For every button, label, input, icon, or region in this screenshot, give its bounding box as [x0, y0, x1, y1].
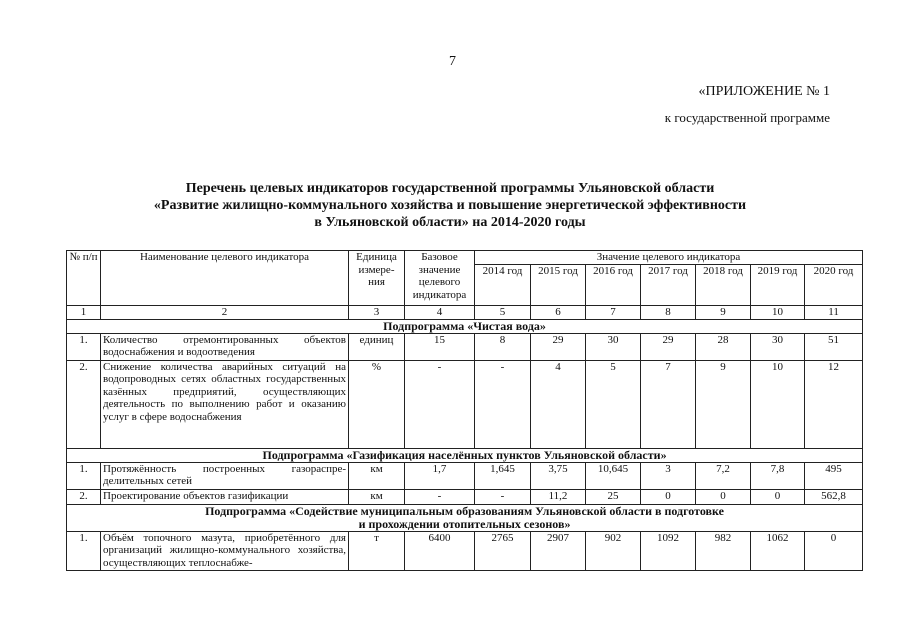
row-value: 495: [805, 462, 863, 489]
row-value: 30: [751, 333, 805, 360]
row-value: 1092: [641, 531, 696, 570]
column-number: 11: [805, 306, 863, 320]
section-title: [67, 504, 863, 531]
page-number: 7: [449, 54, 456, 69]
row-value: 982: [696, 531, 751, 570]
row-name: Объём топочного мазута, приобретённого для организаций жилищно-коммунального хозяйства, осуществляющих теплоснабже-: [101, 531, 349, 570]
column-number: 8: [641, 306, 696, 320]
header-num: № п/п: [67, 251, 101, 306]
row-num: 1.: [67, 462, 101, 489]
header-year: 2016 год: [586, 264, 641, 305]
table-row: [67, 531, 863, 570]
column-number: 9: [696, 306, 751, 320]
header-year: 2019 год: [751, 264, 805, 305]
document-title: [60, 180, 840, 231]
row-name: Протяжённость построенных газораспре-делительных сетей: [101, 462, 349, 489]
row-base: 6400: [405, 531, 475, 570]
header-base: Базовое значение целевого индикатора: [405, 251, 475, 306]
row-value: 902: [586, 531, 641, 570]
column-number: 2: [101, 306, 349, 320]
row-unit: км: [349, 462, 405, 489]
row-value: 12: [805, 360, 863, 448]
document-title-line: «Развитие жилищно-коммунального хозяйства и повышение энергетической эффективности: [153, 198, 747, 213]
row-base: 1,7: [405, 462, 475, 489]
row-num: 1.: [67, 531, 101, 570]
row-value: 9: [696, 360, 751, 448]
row-value: 10: [751, 360, 805, 448]
header-year: 2020 год: [805, 264, 863, 305]
appendix-title: «ПРИЛОЖЕНИЕ № 1: [698, 84, 830, 99]
row-name: Проектирование объектов газификации: [101, 489, 349, 504]
row-value: -: [475, 489, 531, 504]
header-target: Значение целевого индикатора: [475, 251, 863, 265]
column-number: 5: [475, 306, 531, 320]
header-year: 2018 год: [696, 264, 751, 305]
row-value: 2765: [475, 531, 531, 570]
row-value: 2907: [531, 531, 586, 570]
row-value: 3: [641, 462, 696, 489]
row-value: 10,645: [586, 462, 641, 489]
row-value: 0: [696, 489, 751, 504]
row-unit: %: [349, 360, 405, 448]
row-value: 8: [475, 333, 531, 360]
column-number: 7: [586, 306, 641, 320]
column-number-row: [67, 306, 863, 320]
indicators-table: [66, 250, 863, 571]
row-num: 2.: [67, 489, 101, 504]
section-title-line: и прохождении отопительных сезонов»: [358, 516, 571, 531]
row-value: 0: [641, 489, 696, 504]
row-value: 562,8: [805, 489, 863, 504]
table-row: [67, 489, 863, 504]
header-year: 2015 год: [531, 264, 586, 305]
table-row: [67, 360, 863, 448]
row-value: 30: [586, 333, 641, 360]
column-number: 6: [531, 306, 586, 320]
row-value: 7,8: [751, 462, 805, 489]
header-unit: Единица измере-ния: [349, 251, 405, 306]
row-value: 29: [531, 333, 586, 360]
row-value: 1,645: [475, 462, 531, 489]
table-row: [67, 462, 863, 489]
column-number: 1: [67, 306, 101, 320]
section-row: [67, 448, 863, 462]
column-number: 10: [751, 306, 805, 320]
row-value: 25: [586, 489, 641, 504]
row-value: 7: [641, 360, 696, 448]
row-base: -: [405, 489, 475, 504]
row-value: 3,75: [531, 462, 586, 489]
document-title-line: в Ульяновской области» на 2014-2020 годы: [314, 215, 586, 230]
section-title-line: Подпрограмма «Содействие муниципальным образованиям Ульяновской области в подготовке: [205, 504, 724, 518]
row-value: 5: [586, 360, 641, 448]
column-number: 3: [349, 306, 405, 320]
row-value: 51: [805, 333, 863, 360]
row-num: 1.: [67, 333, 101, 360]
row-value: 0: [751, 489, 805, 504]
header-year: 2017 год: [641, 264, 696, 305]
row-value: 11,2: [531, 489, 586, 504]
row-value: 0: [805, 531, 863, 570]
header-name: Наименование целевого индикатора: [101, 251, 349, 306]
section-row: [67, 504, 863, 531]
section-title: Подпрограмма «Газификация населённых пунктов Ульяновской области»: [67, 448, 863, 462]
row-base: -: [405, 360, 475, 448]
row-name: Количество отремонтированных объектов водоснабжения и водоотведения: [101, 333, 349, 360]
row-value: 1062: [751, 531, 805, 570]
section-row: [67, 319, 863, 333]
row-unit: км: [349, 489, 405, 504]
header-year: 2014 год: [475, 264, 531, 305]
row-value: 7,2: [696, 462, 751, 489]
row-unit: единиц: [349, 333, 405, 360]
row-num: 2.: [67, 360, 101, 448]
table-header-row: [67, 251, 863, 265]
column-number: 4: [405, 306, 475, 320]
row-name: Снижение количества аварийных ситуаций на водопроводных сетях областных государственных казённых предприятий, осуществляющих деятельность по выполнению работ и оказанию услуг в сфере водоснабжения: [101, 360, 349, 448]
row-value: 29: [641, 333, 696, 360]
section-title: Подпрограмма «Чистая вода»: [67, 319, 863, 333]
row-value: 28: [696, 333, 751, 360]
row-value: -: [475, 360, 531, 448]
table-row: [67, 333, 863, 360]
row-value: 4: [531, 360, 586, 448]
row-unit: т: [349, 531, 405, 570]
appendix-subtitle: к государственной программе: [664, 110, 830, 125]
row-base: 15: [405, 333, 475, 360]
document-title-line: Перечень целевых индикаторов государственной программы Ульяновской области: [185, 181, 715, 196]
